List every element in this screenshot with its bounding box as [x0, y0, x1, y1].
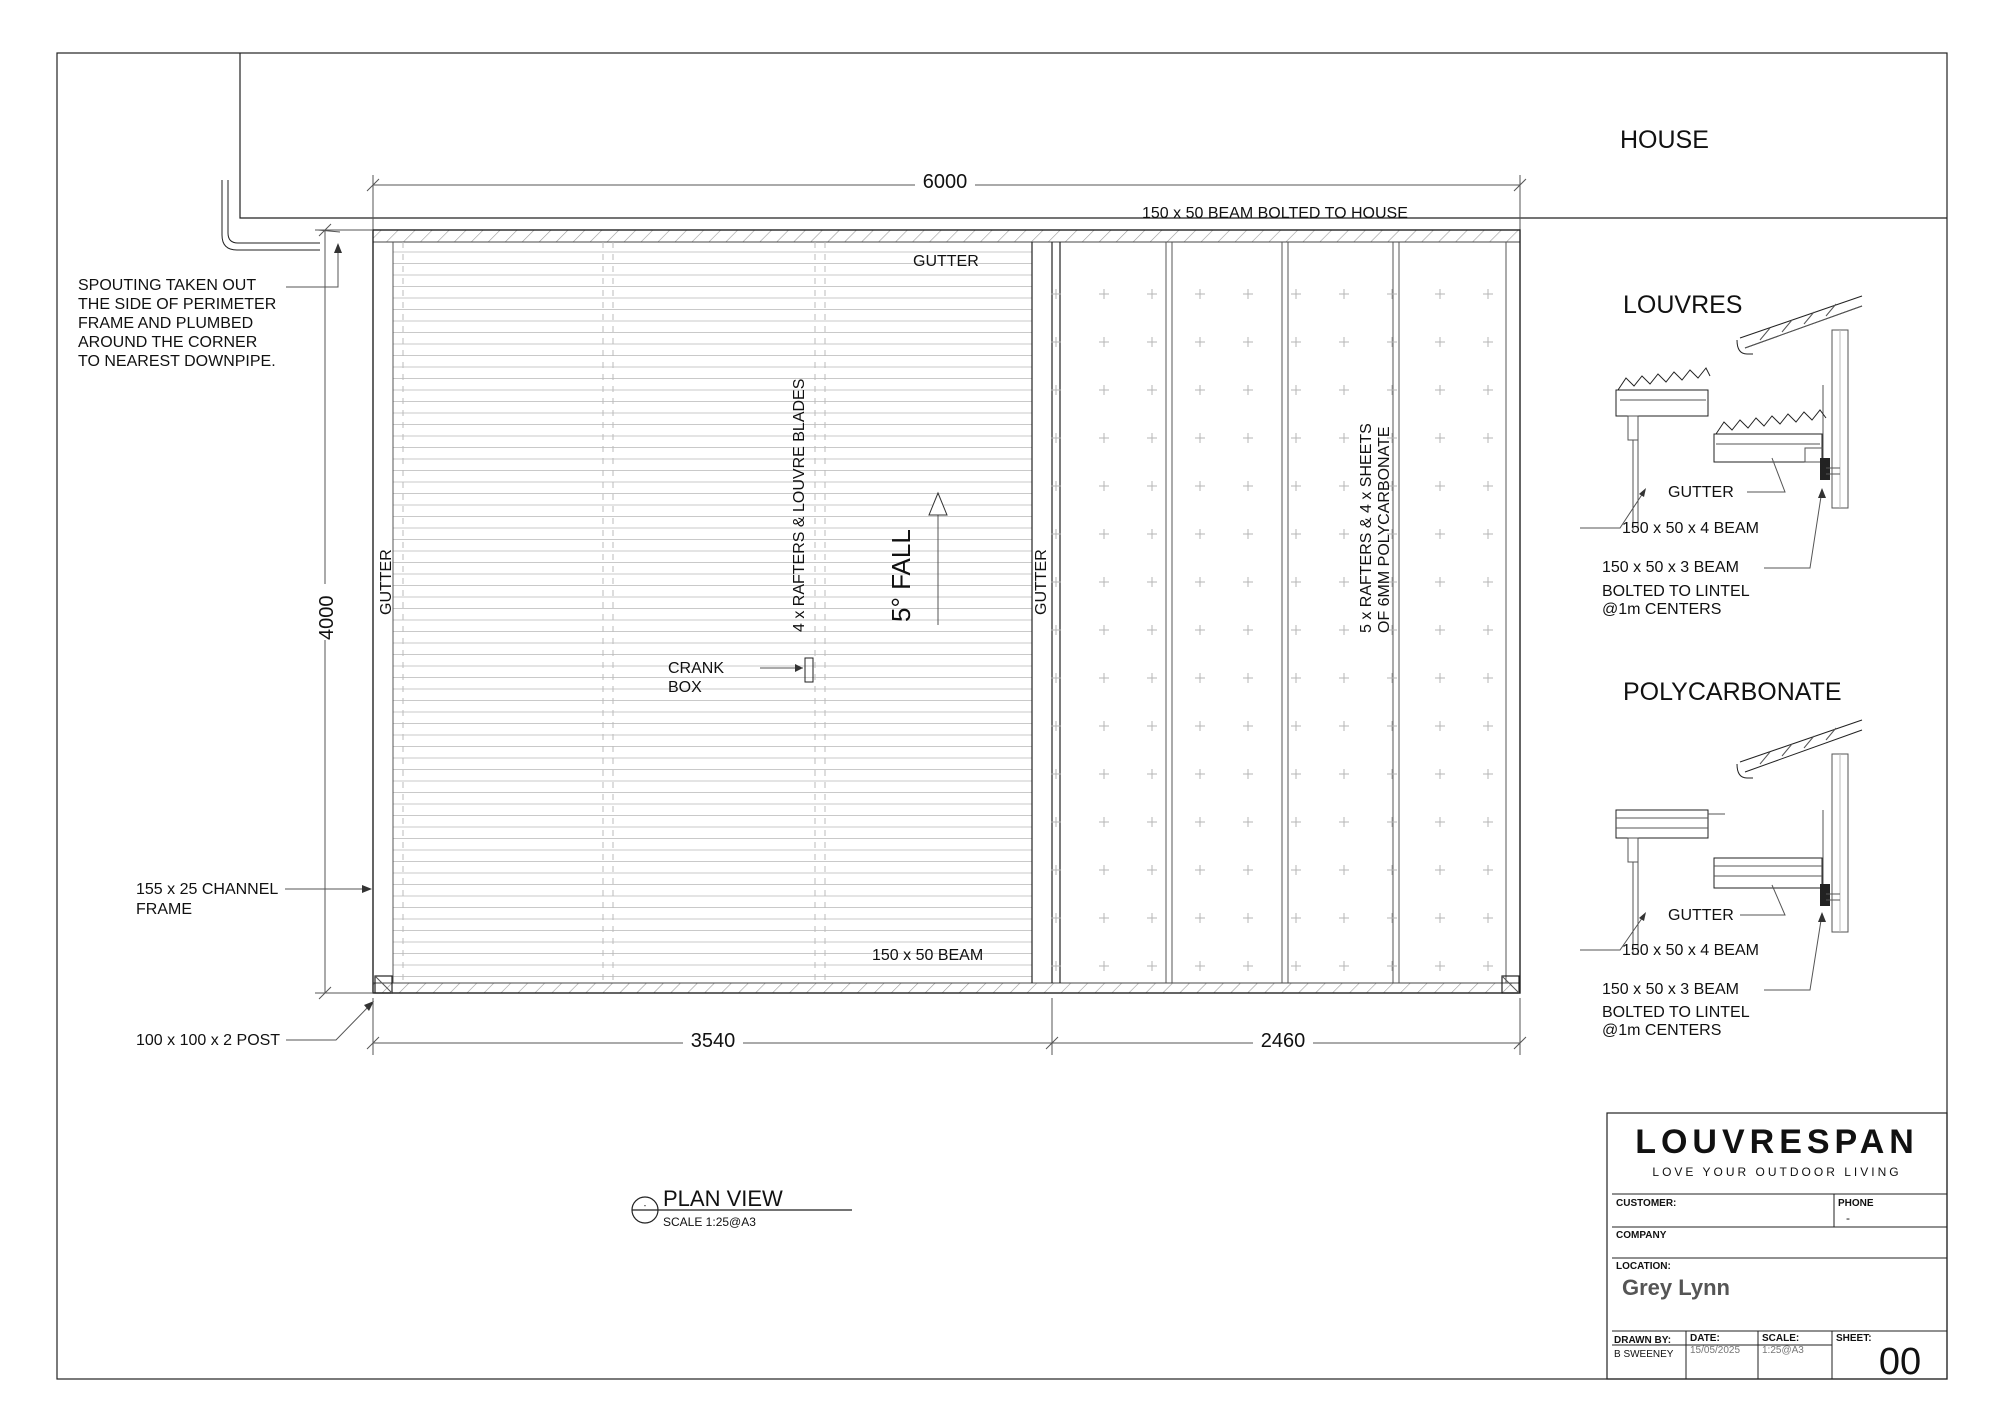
poly-cross-marker: [1339, 625, 1349, 635]
poly-cross-marker: [1435, 769, 1445, 779]
dimension-2460-label: 2460: [1260, 1030, 1306, 1052]
detail-louvres-beam3-label: 150 x 50 x 3 BEAM: [1602, 559, 1739, 576]
detail-louvres-drawing: [1616, 296, 1862, 530]
poly-cross-marker: [1339, 385, 1349, 395]
plan-view-title: PLAN VIEW: [663, 1186, 783, 1211]
scale-label: SCALE:: [1762, 1333, 1800, 1344]
spouting-note-line1: SPOUTING TAKEN OUT: [78, 277, 257, 294]
channel-frame-label-line2: FRAME: [136, 901, 192, 918]
poly-cross-marker: [1339, 337, 1349, 347]
customer-label: CUSTOMER:: [1616, 1198, 1677, 1209]
poly-cross-marker: [1147, 433, 1157, 443]
drawn-by-value: B SWEENEY: [1614, 1349, 1674, 1360]
poly-cross-marker: [1099, 385, 1109, 395]
poly-cross-marker: [1291, 817, 1301, 827]
poly-cross-marker: [1483, 769, 1493, 779]
poly-cross-marker: [1147, 481, 1157, 491]
poly-cross-marker: [1195, 961, 1205, 971]
poly-cross-marker: [1147, 289, 1157, 299]
poly-cross-marker: [1291, 481, 1301, 491]
detail-louvres-bolted-line2: @1m CENTERS: [1602, 601, 1722, 618]
poly-cross-marker: [1195, 769, 1205, 779]
poly-cross-marker: [1435, 481, 1445, 491]
poly-cross-marker: [1387, 673, 1397, 683]
channel-frame-leader: [285, 885, 372, 893]
poly-cross-marker: [1339, 865, 1349, 875]
poly-cross-marker: [1195, 481, 1205, 491]
poly-cross-marker: [1291, 337, 1301, 347]
crank-box-label-line1: CRANK: [668, 660, 725, 677]
date-label: DATE:: [1690, 1333, 1720, 1344]
poly-cross-marker: [1099, 433, 1109, 443]
poly-cross-marker: [1483, 337, 1493, 347]
poly-cross-marker: [1195, 625, 1205, 635]
poly-cross-marker: [1387, 865, 1397, 875]
poly-cross-marker: [1291, 433, 1301, 443]
detail-poly-leaders: [1580, 885, 1826, 990]
poly-cross-marker: [1099, 625, 1109, 635]
sheet-value: 00: [1878, 1341, 1922, 1383]
poly-cross-marker: [1339, 577, 1349, 587]
poly-cross-marker: [1099, 529, 1109, 539]
louvre-rafters-label: 4 x RAFTERS & LOUVRE BLADES: [791, 378, 808, 632]
house-label: HOUSE: [1620, 126, 1709, 154]
plan-view-scale: SCALE 1:25@A3: [663, 1215, 756, 1229]
poly-cross-marker: [1387, 385, 1397, 395]
poly-cross-marker: [1243, 673, 1253, 683]
detail-poly-beam3-label: 150 x 50 x 3 BEAM: [1602, 981, 1739, 998]
poly-cross-marker: [1435, 433, 1445, 443]
poly-cross-marker: [1339, 529, 1349, 539]
poly-cross-marker: [1243, 625, 1253, 635]
poly-cross-marker: [1291, 913, 1301, 923]
fall-label: 5° FALL: [886, 529, 916, 622]
poly-cross-marker: [1483, 817, 1493, 827]
poly-cross-marker: [1435, 817, 1445, 827]
poly-cross-marker: [1483, 913, 1493, 923]
phone-label: PHONE: [1838, 1198, 1874, 1209]
poly-cross-marker: [1147, 817, 1157, 827]
post-label: 100 x 100 x 2 POST: [136, 1032, 281, 1049]
poly-cross-marker: [1243, 433, 1253, 443]
poly-cross-marker: [1099, 337, 1109, 347]
poly-cross-marker: [1099, 673, 1109, 683]
poly-rafters-label-line1: 5 x RAFTERS & 4 x SHEETS: [1358, 423, 1375, 633]
spouting-note-line5: TO NEAREST DOWNPIPE.: [78, 353, 276, 370]
poly-cross-marker: [1387, 817, 1397, 827]
front-beam-label: 150 x 50 BEAM: [872, 947, 984, 964]
poly-cross-marker: [1483, 625, 1493, 635]
poly-cross-marker: [1483, 289, 1493, 299]
poly-cross-marker: [1195, 577, 1205, 587]
detail-louvres-gutter-label: GUTTER: [1668, 484, 1734, 501]
poly-cross-marker: [1243, 337, 1253, 347]
poly-cross-marker: [1387, 769, 1397, 779]
poly-cross-marker: [1147, 769, 1157, 779]
dimension-3540-label: 3540: [690, 1030, 736, 1052]
brand-logo: LOUVRESPAN: [1635, 1123, 1919, 1161]
poly-cross-marker: [1291, 529, 1301, 539]
location-label: LOCATION:: [1616, 1261, 1671, 1272]
gutter-label-left: GUTTER: [378, 549, 395, 615]
poly-cross-marker: [1099, 289, 1109, 299]
poly-cross-marker: [1339, 673, 1349, 683]
poly-cross-marker: [1147, 577, 1157, 587]
poly-cross-marker: [1483, 529, 1493, 539]
detail-poly-bolted-line2: @1m CENTERS: [1602, 1022, 1722, 1039]
poly-cross-marker: [1483, 577, 1493, 587]
scale-value: 1:25@A3: [1762, 1345, 1804, 1356]
poly-cross-marker: [1243, 913, 1253, 923]
poly-cross-marker: [1291, 961, 1301, 971]
poly-cross-marker: [1099, 913, 1109, 923]
poly-cross-marker: [1435, 337, 1445, 347]
poly-cross-marker: [1339, 769, 1349, 779]
poly-cross-marker: [1435, 625, 1445, 635]
poly-cross-marker: [1147, 721, 1157, 731]
poly-cross-marker: [1243, 529, 1253, 539]
spouting-note-line2: THE SIDE OF PERIMETER: [78, 296, 277, 313]
poly-cross-marker: [1435, 865, 1445, 875]
spouting-leader: [286, 230, 342, 287]
poly-cross-marker: [1435, 673, 1445, 683]
poly-cross-marker: [1195, 817, 1205, 827]
poly-cross-marker: [1483, 385, 1493, 395]
polycarbonate-rafters: [1166, 242, 1506, 983]
poly-cross-marker: [1195, 673, 1205, 683]
poly-rafters-label-line2: OF 6MM POLYCARBONATE: [1376, 426, 1393, 633]
poly-cross-marker: [1387, 289, 1397, 299]
louvre-bay-lines: [393, 242, 1060, 983]
poly-cross-marker: [1291, 625, 1301, 635]
poly-cross-marker: [1243, 577, 1253, 587]
poly-cross-marker: [1243, 721, 1253, 731]
dimension-bottom: [367, 998, 1526, 1055]
poly-cross-marker: [1435, 913, 1445, 923]
poly-cross-marker: [1147, 385, 1157, 395]
poly-cross-marker: [1339, 433, 1349, 443]
poly-cross-marker: [1243, 865, 1253, 875]
poly-cross-marker: [1099, 481, 1109, 491]
poly-cross-marker: [1243, 961, 1253, 971]
poly-cross-marker: [1099, 577, 1109, 587]
brand-tagline: LOVE YOUR OUTDOOR LIVING: [1652, 1165, 1902, 1179]
poly-cross-marker: [1435, 385, 1445, 395]
detail-poly-bolted-line1: BOLTED TO LINTEL: [1602, 1004, 1750, 1021]
poly-cross-marker: [1099, 865, 1109, 875]
gutter-label-top: GUTTER: [913, 253, 979, 270]
poly-cross-marker: [1243, 481, 1253, 491]
poly-cross-marker: [1147, 529, 1157, 539]
poly-cross-marker: [1195, 721, 1205, 731]
phone-value: -: [1846, 1211, 1850, 1225]
poly-cross-marker: [1147, 961, 1157, 971]
poly-cross-marker: [1243, 289, 1253, 299]
polycarbonate-markers: [1051, 289, 1493, 971]
poly-cross-marker: [1099, 721, 1109, 731]
poly-cross-marker: [1435, 961, 1445, 971]
dimension-6000-label: 6000: [922, 171, 968, 193]
post-leader: [286, 1001, 374, 1040]
poly-cross-marker: [1435, 289, 1445, 299]
poly-cross-marker: [1291, 385, 1301, 395]
poly-cross-marker: [1147, 625, 1157, 635]
poly-cross-marker: [1435, 577, 1445, 587]
poly-cross-marker: [1387, 721, 1397, 731]
poly-cross-marker: [1195, 289, 1205, 299]
detail-poly-gutter-label: GUTTER: [1668, 907, 1734, 924]
back-beam: [373, 230, 1520, 242]
detail-louvres-bolted-line1: BOLTED TO LINTEL: [1602, 583, 1750, 600]
poly-cross-marker: [1195, 913, 1205, 923]
channel-frame-label-line1: 155 x 25 CHANNEL: [136, 881, 279, 898]
poly-cross-marker: [1435, 721, 1445, 731]
beam-to-house-label: 150 x 50 BEAM BOLTED TO HOUSE: [1142, 205, 1408, 222]
poly-cross-marker: [1387, 913, 1397, 923]
poly-cross-marker: [1147, 913, 1157, 923]
detail-poly-beam4-label: 150 x 50 x 4 BEAM: [1622, 942, 1759, 959]
front-beam: [373, 983, 1520, 993]
louvre-blades: [393, 252, 1032, 977]
poly-cross-marker: [1195, 337, 1205, 347]
poly-cross-marker: [1147, 337, 1157, 347]
poly-cross-marker: [1339, 721, 1349, 731]
poly-cross-marker: [1291, 289, 1301, 299]
poly-cross-marker: [1147, 865, 1157, 875]
detail-louvres-leaders: [1580, 458, 1826, 568]
detail-poly-title: POLYCARBONATE: [1623, 678, 1842, 706]
poly-cross-marker: [1147, 673, 1157, 683]
poly-cross-marker: [1291, 769, 1301, 779]
poly-cross-marker: [1483, 721, 1493, 731]
spouting-note-line4: AROUND THE CORNER: [78, 334, 258, 351]
poly-cross-marker: [1099, 769, 1109, 779]
crank-box-label-line2: BOX: [668, 679, 702, 696]
poly-cross-marker: [1243, 769, 1253, 779]
poly-cross-marker: [1339, 289, 1349, 299]
poly-cross-marker: [1243, 385, 1253, 395]
poly-cross-marker: [1291, 577, 1301, 587]
poly-cross-marker: [1435, 529, 1445, 539]
poly-cross-marker: [1483, 961, 1493, 971]
plan-view-marker-text: -: [643, 1201, 647, 1210]
crank-box-symbol: [760, 658, 813, 682]
gutter-label-middle: GUTTER: [1033, 549, 1050, 615]
company-label: COMPANY: [1616, 1230, 1667, 1241]
date-value: 15/05/2025: [1690, 1345, 1741, 1356]
poly-cross-marker: [1243, 817, 1253, 827]
poly-cross-marker: [1387, 961, 1397, 971]
poly-cross-marker: [1195, 433, 1205, 443]
poly-cross-marker: [1339, 481, 1349, 491]
poly-cross-marker: [1195, 529, 1205, 539]
sheet-label: SHEET:: [1836, 1333, 1872, 1344]
poly-cross-marker: [1195, 865, 1205, 875]
spouting-note-line3: FRAME AND PLUMBED: [78, 315, 254, 332]
poly-cross-marker: [1483, 673, 1493, 683]
poly-cross-marker: [1099, 817, 1109, 827]
poly-cross-marker: [1339, 961, 1349, 971]
poly-cross-marker: [1291, 673, 1301, 683]
location-value: Grey Lynn: [1622, 1275, 1730, 1300]
poly-cross-marker: [1195, 385, 1205, 395]
poly-cross-marker: [1291, 865, 1301, 875]
fall-arrow: [929, 493, 947, 625]
dimension-4000-label: 4000: [316, 595, 338, 640]
poly-cross-marker: [1483, 865, 1493, 875]
poly-cross-marker: [1483, 433, 1493, 443]
drawn-by-label: DRAWN BY:: [1614, 1335, 1672, 1346]
detail-louvres-title: LOUVRES: [1623, 291, 1743, 319]
poly-cross-marker: [1387, 337, 1397, 347]
detail-louvres-beam4-label: 150 x 50 x 4 BEAM: [1622, 520, 1759, 537]
poly-cross-marker: [1291, 721, 1301, 731]
poly-cross-marker: [1339, 913, 1349, 923]
poly-cross-marker: [1483, 481, 1493, 491]
poly-cross-marker: [1099, 961, 1109, 971]
poly-cross-marker: [1339, 817, 1349, 827]
